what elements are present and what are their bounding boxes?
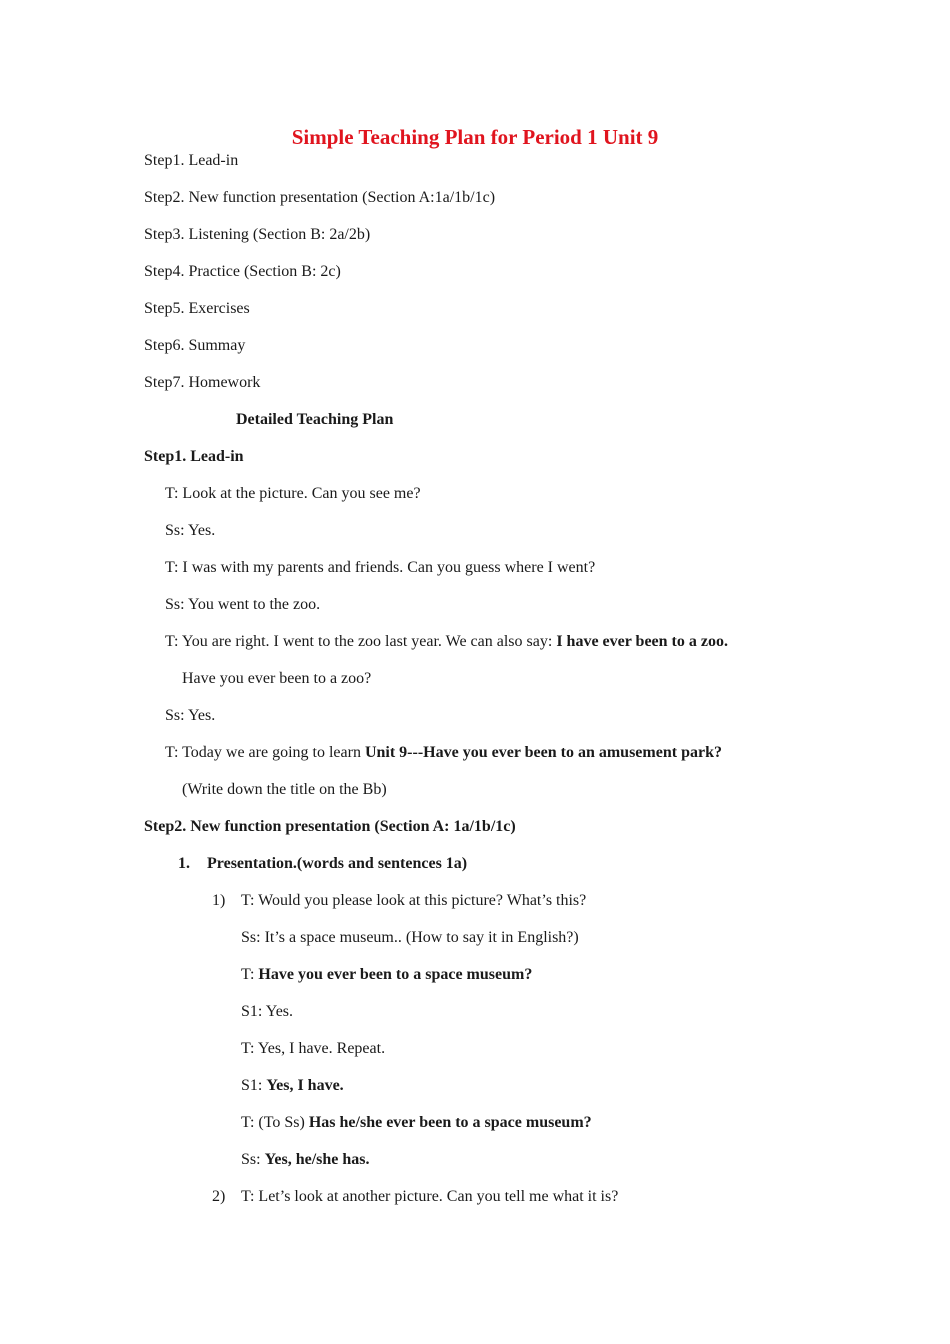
outline-item-5: Step5. Exercises <box>144 300 250 317</box>
outline-item-2: Step2. New function presentation (Section A:1a/1b/1c) <box>144 189 496 206</box>
list-number: 1) <box>212 892 226 909</box>
dialogue-line <box>212 891 586 911</box>
outline-item-3: Step3. Listening (Section B: 2a/2b) <box>144 226 371 243</box>
dialogue-line: T: Look at the picture. Can you see me? <box>165 485 421 502</box>
sub-section-label: Presentation.(words and sentences 1a) <box>207 855 468 872</box>
sub-section-heading <box>178 854 467 874</box>
outline-item-7: Step7. Homework <box>144 374 261 391</box>
dialogue-line: T: Yes, I have. Repeat. <box>241 1040 386 1057</box>
dialogue-text: T: Would you please look at this picture? What’s this? <box>241 892 587 909</box>
dialogue-text: S1: <box>241 1077 267 1094</box>
step1-heading: Step1. Lead-in <box>144 448 244 465</box>
dialogue-line: Ss: Yes. <box>165 707 216 724</box>
outline-item-6: Step6. Summay <box>144 337 246 354</box>
key-sentence: Yes, I have. <box>266 1077 344 1094</box>
dialogue-text: Ss: <box>241 1151 265 1168</box>
dialogue-text: T: <box>241 966 259 983</box>
list-number: 1. <box>178 855 190 872</box>
dialogue-line: T: I was with my parents and friends. Can you guess where I went? <box>165 559 596 576</box>
dialogue-line: Ss: Yes. <box>165 522 216 539</box>
key-sentence: Has he/she ever been to a space museum? <box>308 1114 592 1131</box>
outline-item-4: Step4. Practice (Section B: 2c) <box>144 263 341 280</box>
dialogue-line <box>165 743 722 763</box>
dialogue-text: T: (To Ss) <box>241 1114 309 1131</box>
dialogue-text: T: You are right. I went to the zoo last year. We can also say: <box>165 633 557 650</box>
dialogue-line: Ss: It’s a space museum.. (How to say it in English?) <box>241 929 579 946</box>
key-sentence: Yes, he/she has. <box>264 1151 370 1168</box>
dialogue-line <box>241 1150 369 1170</box>
dialogue-text: T: Today we are going to learn <box>165 744 365 761</box>
document-title: Simple Teaching Plan for Period 1 Unit 9 <box>291 125 659 149</box>
dialogue-line <box>241 1113 592 1133</box>
dialogue-line: (Write down the title on the Bb) <box>182 781 387 798</box>
dialogue-line <box>212 1187 618 1207</box>
dialogue-text: T: Let’s look at another picture. Can you tell me what it is? <box>241 1188 619 1205</box>
key-sentence: Have you ever been to a space museum? <box>258 966 533 983</box>
detailed-plan-heading: Detailed Teaching Plan <box>236 411 394 428</box>
unit-title: Unit 9---Have you ever been to an amusement park? <box>364 744 722 761</box>
list-number: 2) <box>212 1188 226 1205</box>
key-sentence: I have ever been to a zoo. <box>556 633 728 650</box>
dialogue-line: S1: Yes. <box>241 1003 294 1020</box>
outline-item-1: Step1. Lead-in <box>144 152 239 169</box>
step2-heading: Step2. New function presentation (Section A: 1a/1b/1c) <box>144 818 516 835</box>
dialogue-line <box>241 965 532 985</box>
dialogue-line <box>165 632 728 652</box>
dialogue-line <box>241 1076 344 1096</box>
dialogue-line: Ss: You went to the zoo. <box>165 596 321 613</box>
dialogue-line: Have you ever been to a zoo? <box>182 670 372 687</box>
